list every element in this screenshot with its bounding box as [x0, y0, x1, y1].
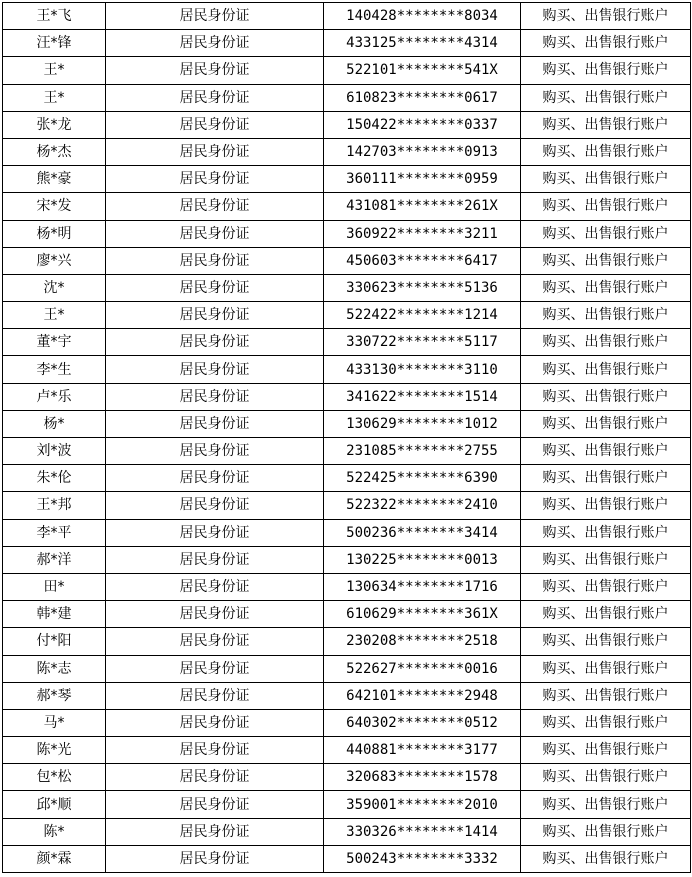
- id-number-cell: 450603********6417: [324, 247, 521, 274]
- behavior-cell: 购买、出售银行账户: [521, 138, 691, 165]
- name-cell: 汪*锋: [3, 30, 106, 57]
- id-number-cell: 330722********5117: [324, 329, 521, 356]
- name-cell: 王*: [3, 84, 106, 111]
- behavior-cell: 购买、出售银行账户: [521, 30, 691, 57]
- id-number-cell: 500236********3414: [324, 519, 521, 546]
- behavior-cell: 购买、出售银行账户: [521, 302, 691, 329]
- behavior-cell: 购买、出售银行账户: [521, 356, 691, 383]
- behavior-cell: 购买、出售银行账户: [521, 818, 691, 845]
- name-cell: 王*: [3, 57, 106, 84]
- id-number-cell: 440881********3177: [324, 737, 521, 764]
- doc-type-cell: 居民身份证: [106, 57, 324, 84]
- id-number-cell: 150422********0337: [324, 111, 521, 138]
- behavior-cell: 购买、出售银行账户: [521, 3, 691, 30]
- id-number-cell: 610823********0617: [324, 84, 521, 111]
- id-number-cell: 640302********0512: [324, 709, 521, 736]
- table-row: [3, 737, 691, 764]
- name-cell: 宋*发: [3, 193, 106, 220]
- table-row: [3, 845, 691, 872]
- behavior-cell: 购买、出售银行账户: [521, 166, 691, 193]
- name-cell: 李*平: [3, 519, 106, 546]
- name-cell: 董*宇: [3, 329, 106, 356]
- doc-type-cell: 居民身份证: [106, 247, 324, 274]
- table-row: [3, 601, 691, 628]
- behavior-cell: 购买、出售银行账户: [521, 383, 691, 410]
- doc-type-cell: 居民身份证: [106, 3, 324, 30]
- table-row: [3, 410, 691, 437]
- id-number-cell: 360922********3211: [324, 220, 521, 247]
- name-cell: 邱*顺: [3, 791, 106, 818]
- id-number-cell: 522425********6390: [324, 465, 521, 492]
- behavior-cell: 购买、出售银行账户: [521, 438, 691, 465]
- doc-type-cell: 居民身份证: [106, 492, 324, 519]
- doc-type-cell: 居民身份证: [106, 791, 324, 818]
- name-cell: 卢*乐: [3, 383, 106, 410]
- table-row: [3, 438, 691, 465]
- table-row: [3, 166, 691, 193]
- behavior-cell: 购买、出售银行账户: [521, 655, 691, 682]
- doc-type-cell: 居民身份证: [106, 546, 324, 573]
- table-row: [3, 220, 691, 247]
- name-cell: 朱*伦: [3, 465, 106, 492]
- doc-type-cell: 居民身份证: [106, 410, 324, 437]
- behavior-cell: 购买、出售银行账户: [521, 193, 691, 220]
- id-number-cell: 341622********1514: [324, 383, 521, 410]
- id-number-cell: 610629********361X: [324, 601, 521, 628]
- doc-type-cell: 居民身份证: [106, 438, 324, 465]
- table-row: [3, 818, 691, 845]
- doc-type-cell: 居民身份证: [106, 601, 324, 628]
- id-number-cell: 522322********2410: [324, 492, 521, 519]
- id-number-cell: 142703********0913: [324, 138, 521, 165]
- doc-type-cell: 居民身份证: [106, 573, 324, 600]
- name-cell: 杨*明: [3, 220, 106, 247]
- name-cell: 杨*: [3, 410, 106, 437]
- doc-type-cell: 居民身份证: [106, 737, 324, 764]
- id-number-cell: 500243********3332: [324, 845, 521, 872]
- behavior-cell: 购买、出售银行账户: [521, 519, 691, 546]
- name-cell: 熊*豪: [3, 166, 106, 193]
- doc-type-cell: 居民身份证: [106, 84, 324, 111]
- behavior-cell: 购买、出售银行账户: [521, 709, 691, 736]
- name-cell: 王*邦: [3, 492, 106, 519]
- id-number-cell: 230208********2518: [324, 628, 521, 655]
- behavior-cell: 购买、出售银行账户: [521, 111, 691, 138]
- doc-type-cell: 居民身份证: [106, 465, 324, 492]
- name-cell: 陈*志: [3, 655, 106, 682]
- doc-type-cell: 居民身份证: [106, 329, 324, 356]
- name-cell: 张*龙: [3, 111, 106, 138]
- doc-type-cell: 居民身份证: [106, 519, 324, 546]
- behavior-cell: 购买、出售银行账户: [521, 628, 691, 655]
- behavior-cell: 购买、出售银行账户: [521, 682, 691, 709]
- doc-type-cell: 居民身份证: [106, 764, 324, 791]
- table-row: [3, 791, 691, 818]
- name-cell: 廖*兴: [3, 247, 106, 274]
- doc-type-cell: 居民身份证: [106, 383, 324, 410]
- name-cell: 陈*: [3, 818, 106, 845]
- doc-type-cell: 居民身份证: [106, 845, 324, 872]
- table-row: [3, 383, 691, 410]
- id-number-cell: 320683********1578: [324, 764, 521, 791]
- name-cell: 刘*波: [3, 438, 106, 465]
- doc-type-cell: 居民身份证: [106, 818, 324, 845]
- id-number-cell: 130225********0013: [324, 546, 521, 573]
- doc-type-cell: 居民身份证: [106, 193, 324, 220]
- behavior-cell: 购买、出售银行账户: [521, 573, 691, 600]
- behavior-cell: 购买、出售银行账户: [521, 84, 691, 111]
- behavior-cell: 购买、出售银行账户: [521, 492, 691, 519]
- id-number-cell: 642101********2948: [324, 682, 521, 709]
- id-number-cell: 431081********261X: [324, 193, 521, 220]
- behavior-cell: 购买、出售银行账户: [521, 845, 691, 872]
- table-row: [3, 655, 691, 682]
- id-number-cell: 522101********541X: [324, 57, 521, 84]
- id-number-cell: 433130********3110: [324, 356, 521, 383]
- name-cell: 颜*霖: [3, 845, 106, 872]
- table-row: [3, 465, 691, 492]
- table-row: [3, 764, 691, 791]
- behavior-cell: 购买、出售银行账户: [521, 601, 691, 628]
- name-cell: 陈*光: [3, 737, 106, 764]
- id-number-cell: 522422********1214: [324, 302, 521, 329]
- name-cell: 李*生: [3, 356, 106, 383]
- name-cell: 杨*杰: [3, 138, 106, 165]
- table-row: [3, 30, 691, 57]
- table-row: [3, 302, 691, 329]
- table-row: [3, 57, 691, 84]
- behavior-cell: 购买、出售银行账户: [521, 274, 691, 301]
- doc-type-cell: 居民身份证: [106, 166, 324, 193]
- doc-type-cell: 居民身份证: [106, 302, 324, 329]
- table-row: [3, 492, 691, 519]
- table-row: [3, 274, 691, 301]
- name-cell: 包*松: [3, 764, 106, 791]
- record-table: [2, 2, 691, 873]
- name-cell: 王*: [3, 302, 106, 329]
- table-row: [3, 84, 691, 111]
- behavior-cell: 购买、出售银行账户: [521, 220, 691, 247]
- name-cell: 马*: [3, 709, 106, 736]
- table-row: [3, 111, 691, 138]
- name-cell: 郝*洋: [3, 546, 106, 573]
- doc-type-cell: 居民身份证: [106, 111, 324, 138]
- name-cell: 王*飞: [3, 3, 106, 30]
- id-number-cell: 330326********1414: [324, 818, 521, 845]
- table-row: [3, 138, 691, 165]
- table-row: [3, 329, 691, 356]
- doc-type-cell: 居民身份证: [106, 356, 324, 383]
- table-row: [3, 193, 691, 220]
- behavior-cell: 购买、出售银行账户: [521, 329, 691, 356]
- id-number-cell: 130629********1012: [324, 410, 521, 437]
- table-body: [3, 3, 691, 873]
- name-cell: 沈*: [3, 274, 106, 301]
- behavior-cell: 购买、出售银行账户: [521, 465, 691, 492]
- behavior-cell: 购买、出售银行账户: [521, 57, 691, 84]
- name-cell: 郝*琴: [3, 682, 106, 709]
- table-row: [3, 546, 691, 573]
- behavior-cell: 购买、出售银行账户: [521, 764, 691, 791]
- id-number-cell: 360111********0959: [324, 166, 521, 193]
- id-number-cell: 130634********1716: [324, 573, 521, 600]
- table-row: [3, 356, 691, 383]
- doc-type-cell: 居民身份证: [106, 274, 324, 301]
- id-number-cell: 359001********2010: [324, 791, 521, 818]
- doc-type-cell: 居民身份证: [106, 628, 324, 655]
- id-number-cell: 140428********8034: [324, 3, 521, 30]
- doc-type-cell: 居民身份证: [106, 30, 324, 57]
- table-row: [3, 628, 691, 655]
- doc-type-cell: 居民身份证: [106, 682, 324, 709]
- name-cell: 付*阳: [3, 628, 106, 655]
- behavior-cell: 购买、出售银行账户: [521, 247, 691, 274]
- doc-type-cell: 居民身份证: [106, 709, 324, 736]
- id-number-cell: 330623********5136: [324, 274, 521, 301]
- id-number-cell: 231085********2755: [324, 438, 521, 465]
- behavior-cell: 购买、出售银行账户: [521, 737, 691, 764]
- name-cell: 韩*建: [3, 601, 106, 628]
- behavior-cell: 购买、出售银行账户: [521, 791, 691, 818]
- table-row: [3, 247, 691, 274]
- id-number-cell: 522627********0016: [324, 655, 521, 682]
- table-row: [3, 573, 691, 600]
- behavior-cell: 购买、出售银行账户: [521, 546, 691, 573]
- table-row: [3, 709, 691, 736]
- table-row: [3, 682, 691, 709]
- table-row: [3, 3, 691, 30]
- behavior-cell: 购买、出售银行账户: [521, 410, 691, 437]
- doc-type-cell: 居民身份证: [106, 655, 324, 682]
- doc-type-cell: 居民身份证: [106, 138, 324, 165]
- table-row: [3, 519, 691, 546]
- name-cell: 田*: [3, 573, 106, 600]
- id-number-cell: 433125********4314: [324, 30, 521, 57]
- doc-type-cell: 居民身份证: [106, 220, 324, 247]
